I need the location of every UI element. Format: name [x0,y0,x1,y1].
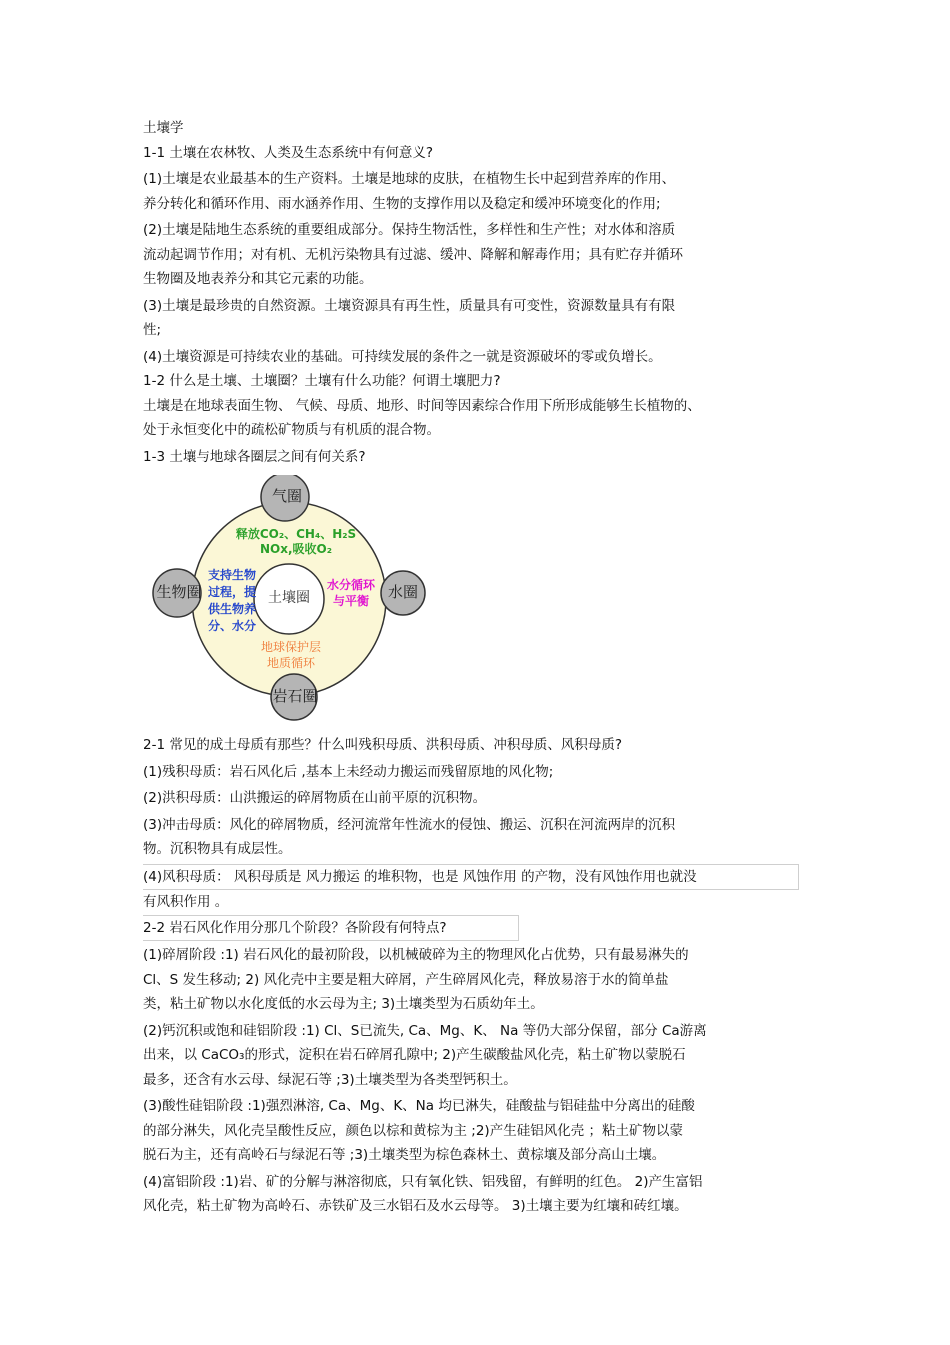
doc-title: 土壤学 [143,120,184,136]
answer-2-2-line: (3)酸性硅铝阶段 :1)强烈淋溶, Ca、Mg、K、Na 均已淋失，硅酸盐与铝硅盐中分离出的硅酸 [143,1098,695,1114]
question-1-2: 1-2 什么是土壤、土壤圈？土壤有什么功能？何谓土壤肥力? [143,373,501,389]
right-text [321,577,381,609]
label-water-sphere: 水圈 [387,583,418,601]
answer-1-2-line: 土壤是在地球表面生物、 气候、母质、地形、时间等因素综合作用下所形成能够生长植物的、 [143,397,701,414]
right-text-line: 与平衡 [332,594,369,608]
answer-2-2-line: 风化壳，粘土矿物为高岭石、赤铁矿及三水铝石及水云母等。 3)土壤主要为红壤和砖红壤。 [143,1198,688,1214]
left-text-line: 分、水分 [207,619,256,633]
right-text-line: 水分循环 [326,578,375,592]
top-text-line-1: 释放CO₂、CH₄、H₂S [235,527,357,541]
answer-1-1-line: 生物圈及地表养分和其它元素的功能。 [143,271,373,287]
answer-1-1-line: (4)土壤资源是可持续农业的基础。可持续发展的条件之一就是资源破坏的零或负增长。 [143,348,662,365]
document-page [143,116,808,1219]
question-2-1: 2-1 常见的成土母质有那些？什么叫残积母质、洪积母质、冲积母质、风积母质? [143,737,623,753]
answer-1-1-line: 性; [143,322,162,338]
answer-2-2-line: 出来，以 CaCO₃的形式，淀积在岩石碎屑孔隙中; 2)产生碳酸盐风化壳，粘土矿物以蒙脱石 [143,1047,686,1063]
answer-2-1-line: (1)残积母质：岩石风化后 ,基本上未经动力搬运而残留原地的风化物; [143,763,554,780]
answer-2-2-line: (1)碎屑阶段 :1) 岩石风化的最初阶段，以机械破碎为主的物理风化占优势，只有最易淋失的 [143,947,689,963]
answer-2-2-line: 最多，还含有水云母、绿泥石等 ;3)土壤类型为各类型钙积土。 [143,1071,517,1088]
answer-2-2-line: 脱石为主，还有高岭石与绿泥石等 ;3)土壤类型为棕色森林土、黄棕壤及部分高山土壤。 [143,1147,666,1163]
answer-1-1-line: (3)土壤是最珍贵的自然资源。土壤资源具有再生性，质量具有可变性，资源数量具有有限 [143,297,676,314]
answer-2-1-line: 物。沉积物具有成层性。 [143,841,292,857]
answer-1-2-line: 处于永恒变化中的疏松矿物质与有机质的混合物。 [143,422,440,438]
answer-2-2-line: 类，粘土矿物以水化度低的水云母为主; 3)土壤类型为石质幼年土。 [143,996,544,1012]
answer-2-1-line: (2)洪积母质：山洪搬运的碎屑物质在山前平原的沉积物。 [143,790,487,806]
soil-sphere-diagram [151,475,441,725]
label-rock-sphere: 岩石圈 [272,687,318,705]
bottom-text [251,639,331,671]
answer-2-1-line: 有风积作用 。 [143,894,229,910]
left-text-line: 过程，提 [207,585,256,599]
answer-2-2-line: Cl、S 发生移动; 2) 风化壳中主要是粗大碎屑，产生碎屑风化壳，释放易溶于水的简单盐 [143,971,669,988]
answer-1-1-line: (2)土壤是陆地生态系统的重要组成部分。保持生物活性，多样性和生产性；对水体和溶质 [143,222,676,238]
question-1-1: 1-1 土壤在农林牧、人类及生态系统中有何意义? [143,144,434,161]
answer-2-1-line: (3)冲击母质：风化的碎屑物质，经河流常年性流水的侵蚀、搬运、沉积在河流两岸的沉积 [143,816,676,833]
answer-1-1-line: 养分转化和循环作用、雨水涵养作用、生物的支撑作用以及稳定和缓冲环境变化的作用; [143,195,661,212]
left-text-line: 支持生物 [207,568,256,582]
label-bio-sphere: 生物圈 [156,583,202,601]
bottom-text-line: 地球保护层 [260,640,321,654]
left-text [201,567,263,635]
label-air-sphere: 气圈 [271,487,302,505]
question-1-3: 1-3 土壤与地球各圈层之间有何关系? [143,448,366,465]
bottom-text-line: 地质循环 [266,656,315,670]
label-soil-sphere: 土壤圈 [268,590,310,606]
answer-2-2-line: (4)富铝阶段 :1)岩、矿的分解与淋溶彻底，只有氧化铁、铝残留，有鲜明的红色。 2)产生富铝 [143,1173,703,1190]
answer-2-2-line: 的部分淋失，风化壳呈酸性反应，颜色以棕和黄棕为主 ;2)产生硅铝风化壳 ；粘土矿物以蒙 [143,1122,683,1139]
answer-2-1-line: (4)风积母质： 风积母质是 风力搬运 的堆积物，也是 风蚀作用 的产物，没有风蚀作用也就没 [143,864,799,891]
answer-1-1-line: (1)土壤是农业最基本的生产资料。土壤是地球的皮肤，在植物生长中起到营养库的作用、 [143,171,676,187]
question-2-2: 2-2 岩石风化作用分那几个阶段？各阶段有何特点? [143,915,519,942]
answer-1-1-line: 流动起调节作用；对有机、无机污染物具有过滤、缓冲、降解和解毒作用；具有贮存并循环 [143,246,683,263]
answer-2-2-line: (2)钙沉积或饱和硅铝阶段 :1) Cl、S已流失, Ca、Mg、K、 Na 等仍大部分保留，部分 Ca游离 [143,1022,707,1039]
top-text-line-2: NOx,吸收O₂ [259,542,332,556]
left-text-line: 供生物养 [207,602,256,616]
